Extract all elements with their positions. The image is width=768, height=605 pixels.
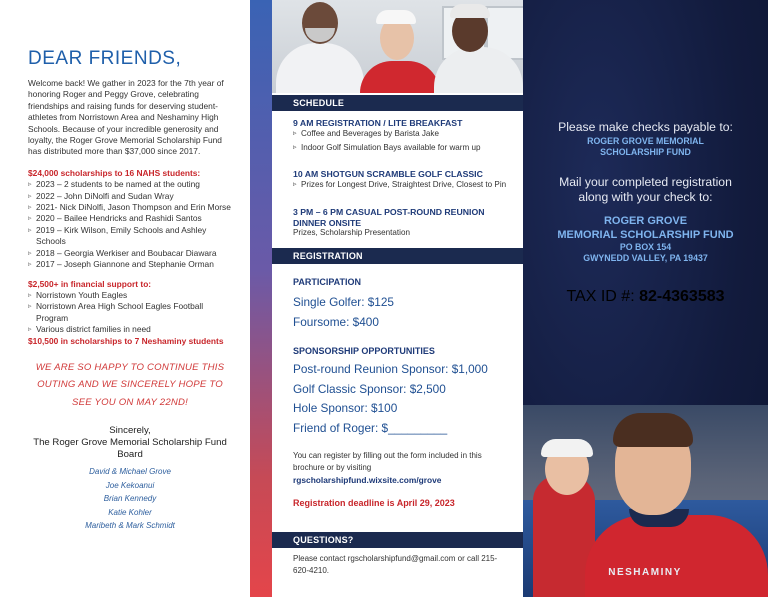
price-line: Friend of Roger: $_________	[293, 420, 448, 435]
board-member: Brian Kennedy	[103, 494, 157, 504]
board-members	[28, 465, 232, 533]
player-photo	[523, 405, 768, 597]
payee-line: SCHOLARSHIP FUND	[600, 146, 691, 157]
registration-header: REGISTRATION	[272, 248, 523, 264]
right-panel	[523, 0, 768, 597]
cap	[376, 10, 416, 24]
group-photo	[272, 0, 523, 93]
questions-text: Please contact rgscholarshipfund@gmail.com or call 215-620-4210.	[293, 554, 498, 575]
address-line: ROGER GROVE	[603, 215, 688, 227]
player-figure	[585, 515, 768, 597]
registration-section	[293, 276, 518, 508]
list-item: ▹ 2021- Nick DiNolfi, Jason Thompson and Erin Morse	[28, 202, 232, 213]
register-instructions: You can register by filling out the form included in this brochure or by visiting	[293, 451, 482, 472]
address-line: MEMORIAL SCHOLARSHIP FUND	[557, 229, 734, 241]
tax-id-label: TAX ID #:	[566, 288, 635, 305]
list-item: ▹ 2017 – Joseph Giannone and Stephanie Orman	[28, 259, 232, 270]
schedule-header: SCHEDULE	[272, 95, 523, 111]
jersey-text: NESHAMINY	[608, 567, 682, 578]
list-item: ▹ Various district families in need	[28, 324, 232, 335]
schedule-detail: ▹ Prizes for Longest Drive, Straightest Drive, Closest to Pin	[293, 180, 518, 190]
questions-header: QUESTIONS?	[272, 532, 523, 548]
bottom-margin	[0, 597, 768, 605]
list-item: ▹ 2023 – 2 students to be named at the outing	[28, 179, 232, 190]
tax-id-value: 82-4363583	[639, 288, 725, 305]
schedule-item	[293, 169, 518, 190]
price-line: Single Golfer: $125	[293, 295, 394, 309]
checks-line: Please make checks payable to:	[558, 120, 733, 134]
support-heading: $2,500+ in financial support to:	[28, 278, 152, 289]
cap	[450, 4, 490, 18]
list-item: ▹ Norristown Youth Eagles	[28, 290, 232, 301]
sign-off	[28, 425, 232, 461]
schedule-detail: Prizes, Scholarship Presentation	[293, 228, 410, 237]
board-member: Joe Kekoanui	[105, 480, 155, 490]
schedule-detail: ▹ Coffee and Beverages by Barista Jake	[293, 129, 518, 139]
greeting-title: DEAR FRIENDS,	[28, 48, 182, 69]
address-line: PO BOX 154	[619, 242, 672, 252]
mail-line: Mail your completed registration	[559, 175, 732, 189]
price-line: Golf Classic Sponsor: $2,500	[293, 381, 446, 396]
participation-list	[293, 293, 518, 332]
payee-line: ROGER GROVE MEMORIAL	[587, 136, 704, 146]
tax-id	[523, 288, 768, 306]
scholarships-list	[28, 179, 232, 270]
list-item: ▹ 2018 – Georgia Werkiser and Boubacar Diawara	[28, 248, 232, 259]
list-item: ▹ 2019 – Kirk Wilson, Emily Schools and Ashley Schools	[28, 225, 232, 248]
board-member: Katie Kohler	[108, 507, 152, 517]
middle-panel	[272, 0, 523, 597]
sponsorship-heading: SPONSORSHIP OPPORTUNITIES	[293, 346, 435, 356]
list-item: ▹ 2020 – Bailee Hendricks and Rashidi Santos	[28, 213, 232, 224]
mailing-address	[523, 214, 768, 263]
cap	[541, 439, 593, 457]
list-item: ▹ 2022 – John DiNolfi and Sudan Wray	[28, 191, 232, 202]
hair	[613, 413, 693, 447]
price-line: Foursome: $400	[293, 314, 379, 329]
price-line: Post-round Reunion Sponsor: $1,000	[293, 362, 488, 376]
sincerely-text: Sincerely,	[109, 425, 151, 437]
mail-line: along with your check to:	[578, 190, 713, 204]
schedule-time: 3 PM – 6 PM CASUAL POST-ROUND REUNION DINNER ONSITE	[293, 207, 485, 228]
person-figure	[276, 43, 364, 93]
schedule-time: 10 AM SHOTGUN SCRAMBLE GOLF CLASSIC	[293, 169, 483, 179]
support-list	[28, 290, 232, 336]
schedule-time: 9 AM REGISTRATION / LITE BREAKFAST	[293, 118, 463, 128]
left-panel	[0, 0, 250, 597]
schedule-item	[293, 207, 518, 238]
participation-heading: PARTICIPATION	[293, 277, 361, 287]
board-name: The Roger Grove Memorial Scholarship Fund Board	[33, 437, 227, 461]
gradient-strip	[250, 0, 272, 597]
board-member: David & Michael Grove	[89, 467, 171, 477]
list-item: ▹ Norristown Area High School Eagles Football Program	[28, 301, 232, 324]
schedule-detail: ▹ Indoor Golf Simulation Bays available for warm up	[293, 143, 518, 153]
register-link[interactable]: rgscholarshipfund.wixsite.com/grove	[293, 475, 442, 485]
registration-deadline: Registration deadline is April 29, 2023	[293, 498, 455, 508]
neshaminy-scholarships: $10,500 in scholarships to 7 Neshaminy students	[28, 335, 224, 346]
schedule-item	[293, 118, 518, 153]
address-line: GWYNEDD VALLEY, PA 19437	[583, 252, 708, 263]
checks-block	[523, 120, 768, 157]
scholarships-heading: $24,000 scholarships to 16 NAHS students:	[28, 167, 201, 178]
sponsorship-list	[293, 360, 518, 438]
price-line: Hole Sponsor: $100	[293, 401, 398, 415]
happy-message: WE ARE SO HAPPY TO CONTINUE THIS OUTING AND WE SINCERELY HOPE TO SEE YOU ON MAY 22ND!	[35, 361, 225, 408]
person-figure	[360, 61, 440, 93]
board-member: Maribeth & Mark Schmidt	[85, 521, 175, 531]
mail-block	[523, 175, 768, 205]
intro-paragraph: Welcome back! We gather in 2023 for the 7th year of honoring Roger and Peggy Grove, celebrating friendships and raising funds for deserving student-athletes from Norristown Area and Neshaminy High Schools. Because of your incredible generosity and loyalty, the Roger Grove Memorial Scholarship Fund has distributed more than $37,000 since 2017.	[28, 78, 224, 157]
